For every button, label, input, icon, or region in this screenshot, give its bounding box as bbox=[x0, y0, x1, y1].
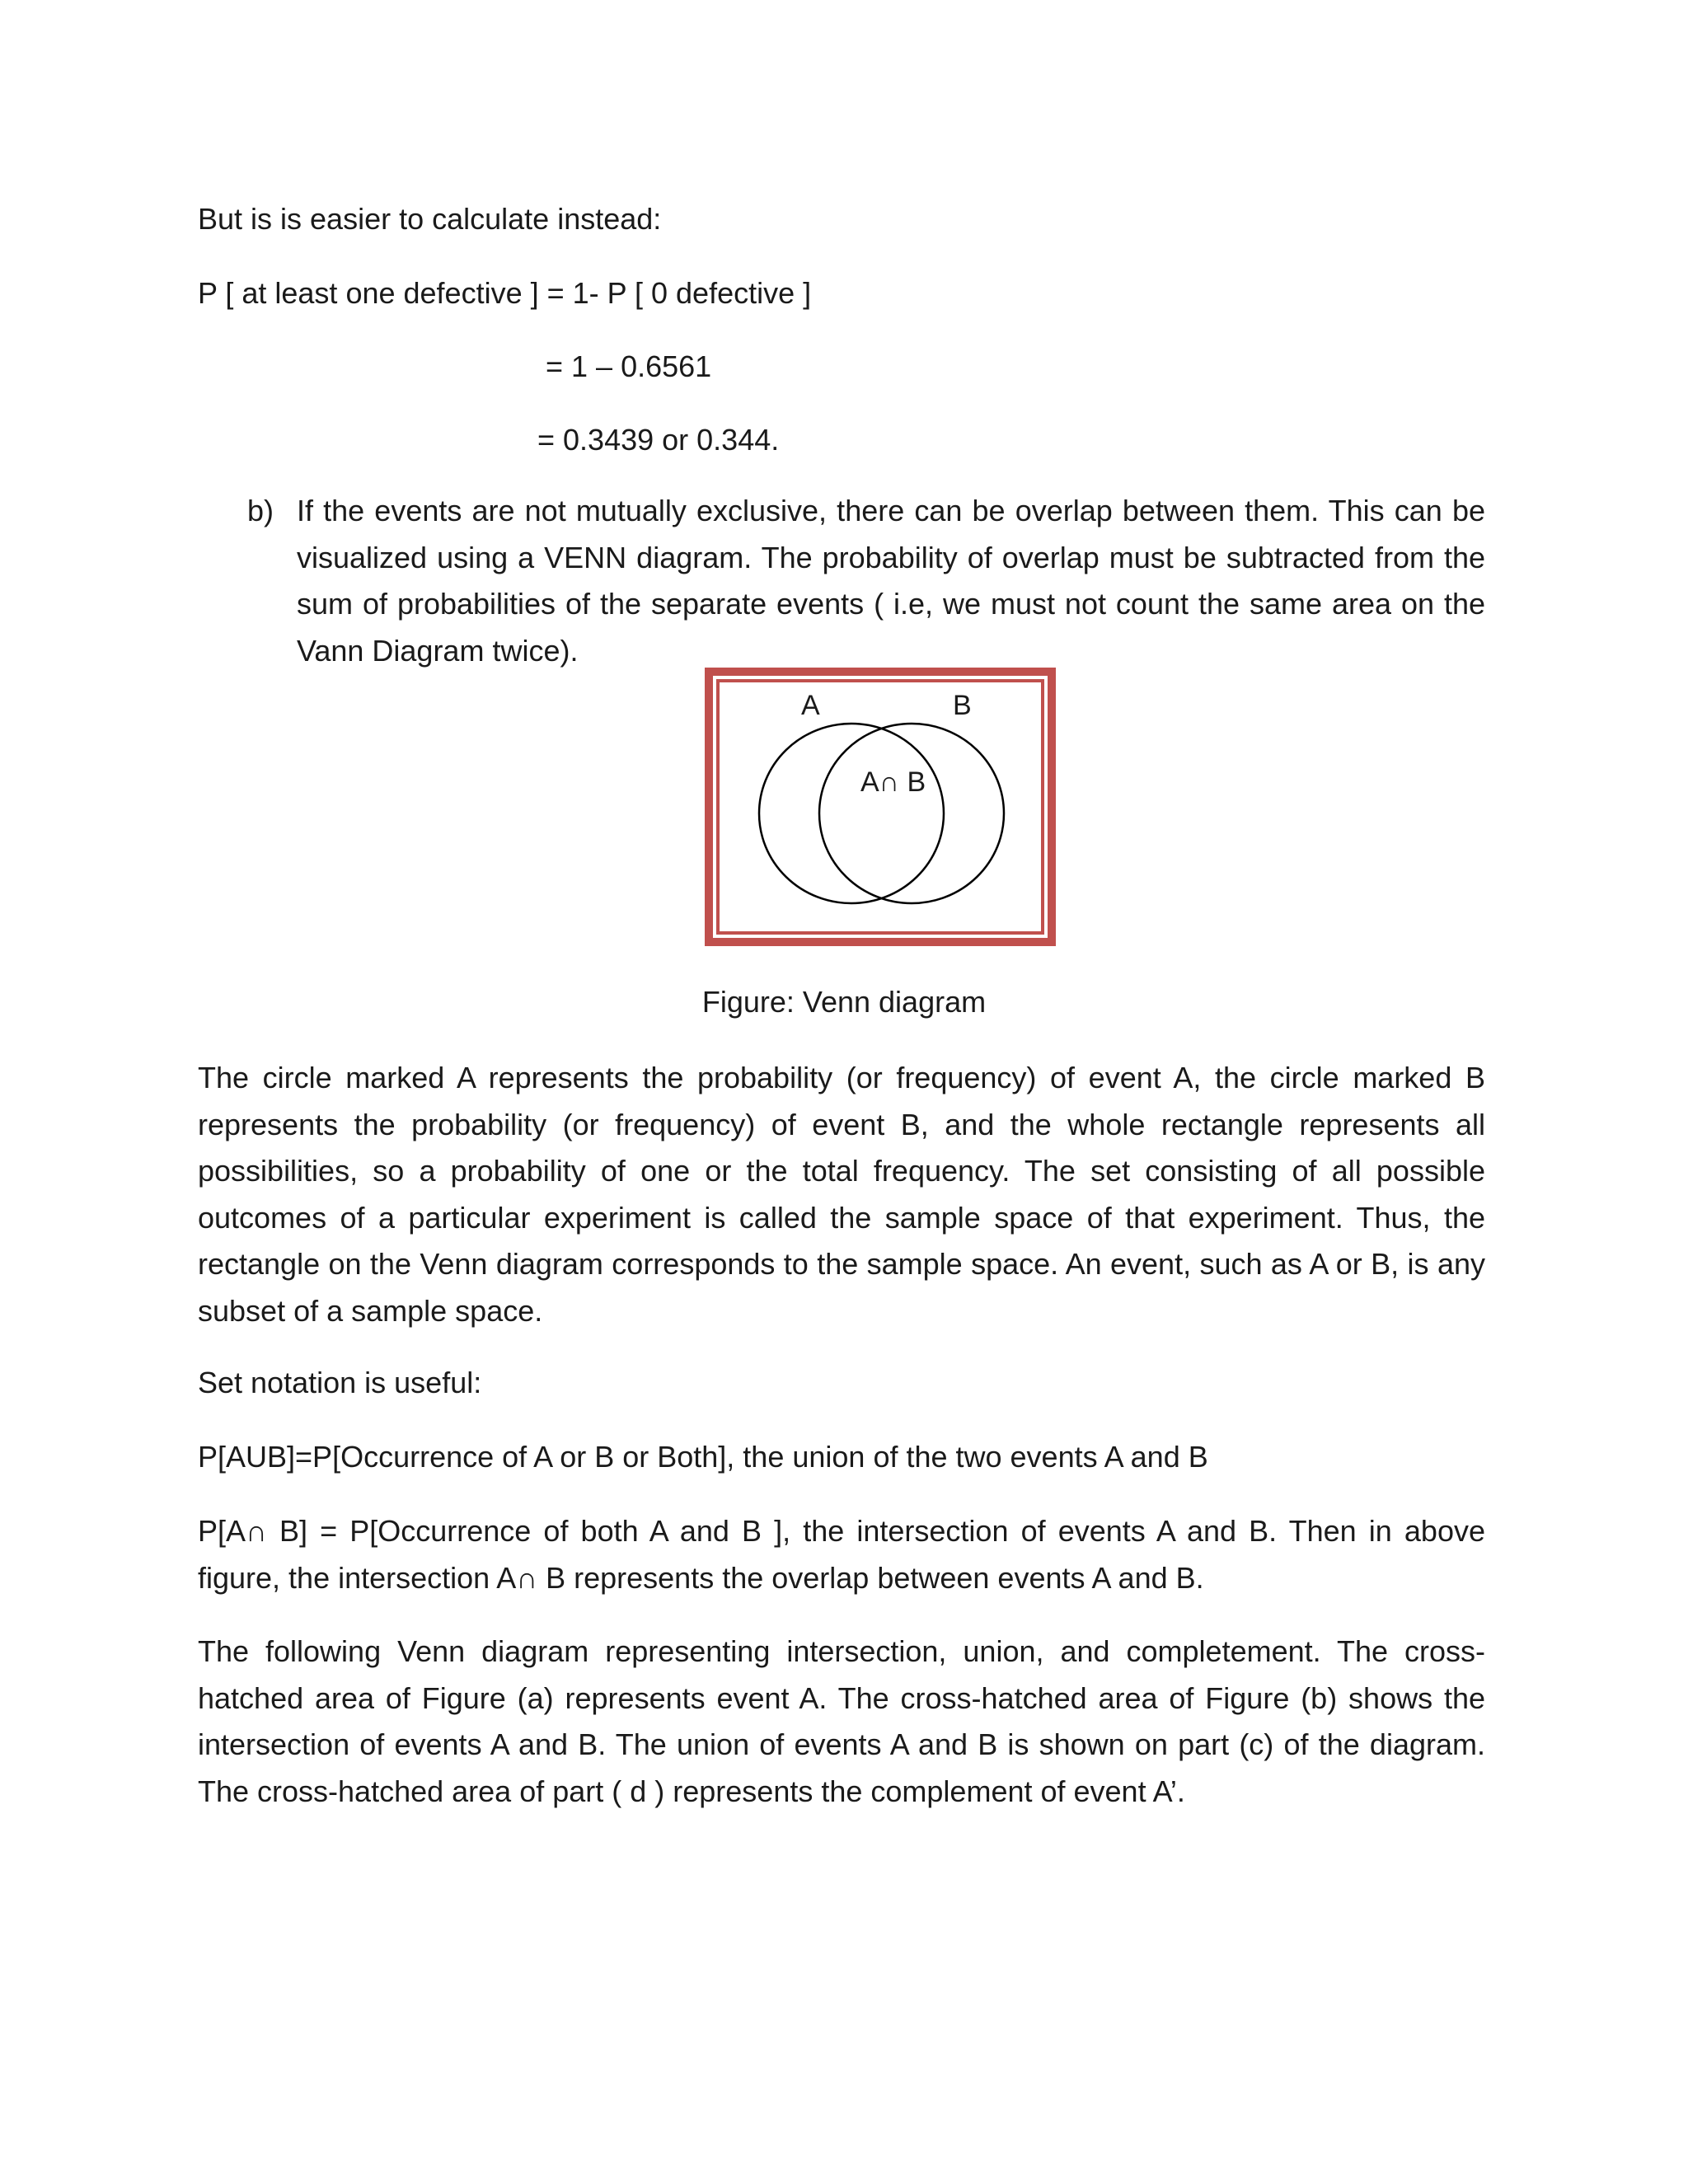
calc-line-2: = 1 – 0.6561 bbox=[546, 349, 712, 383]
union-line: P[AUB]=P[Occurrence of A or B or Both], the union of the two events A and B bbox=[198, 1440, 1208, 1474]
venn-diagram-svg bbox=[705, 668, 1056, 946]
label-intersection: A∩ B bbox=[860, 766, 926, 798]
intro-line: But is is easier to calculate instead: bbox=[198, 202, 662, 236]
list-item-b bbox=[247, 488, 1485, 674]
sample-space-inner-frame bbox=[718, 681, 1043, 933]
label-a: A bbox=[801, 690, 820, 721]
final-paragraph: The following Venn diagram representing intersection, union, and completement. The cross-hatched area of Figure (a) represents event A. The cross-hatched area of Figure (b) shows the intersection of events A and B. The union of events A and B is shown on part (c) of the diagram. The cross-hatched area of part ( d ) represents the complement of event A’. bbox=[198, 1634, 1485, 1808]
paragraph-circle-description: The circle marked A represents the probability (or frequency) of event A, the circle marked B represents the probability (or frequency) of event B, and the whole rectangle represents all possibilities, so a probability of one or the total frequency. The set consisting of all possible outcomes of a particular experiment is called the sample space of that experiment. Thus, the rectangle on the Venn diagram corresponds to the sample space. An event, such as A or B, is any subset of a sample space. bbox=[198, 1061, 1485, 1328]
label-b: B bbox=[953, 690, 972, 721]
figure-caption: Figure: Venn diagram bbox=[701, 985, 987, 1019]
list-item-b-text: If the events are not mutually exclusive, there can be overlap between them. This can be visualized using a VENN diagram. The probability of overlap must be subtracted from the sum of probabilities of the separate events ( i.e, we must not count the same area on the Vann Diagram twice). bbox=[297, 494, 1485, 668]
intersection-paragraph: P[A∩ B] = P[Occurrence of both A and B ], the intersection of events A and B. Then in above figure, the intersection A∩ B represents the overlap between events A and B. bbox=[198, 1514, 1485, 1595]
calc-line-3: = 0.3439 or 0.344. bbox=[537, 423, 780, 457]
venn-diagram bbox=[705, 668, 1056, 946]
calc-line-1: P [ at least one defective ] = 1- P [ 0 defective ] bbox=[198, 276, 812, 310]
circle-a bbox=[759, 724, 944, 903]
set-notation-line: Set notation is useful: bbox=[198, 1366, 482, 1399]
list-marker-b: b) bbox=[247, 494, 274, 527]
circle-b bbox=[819, 724, 1004, 903]
